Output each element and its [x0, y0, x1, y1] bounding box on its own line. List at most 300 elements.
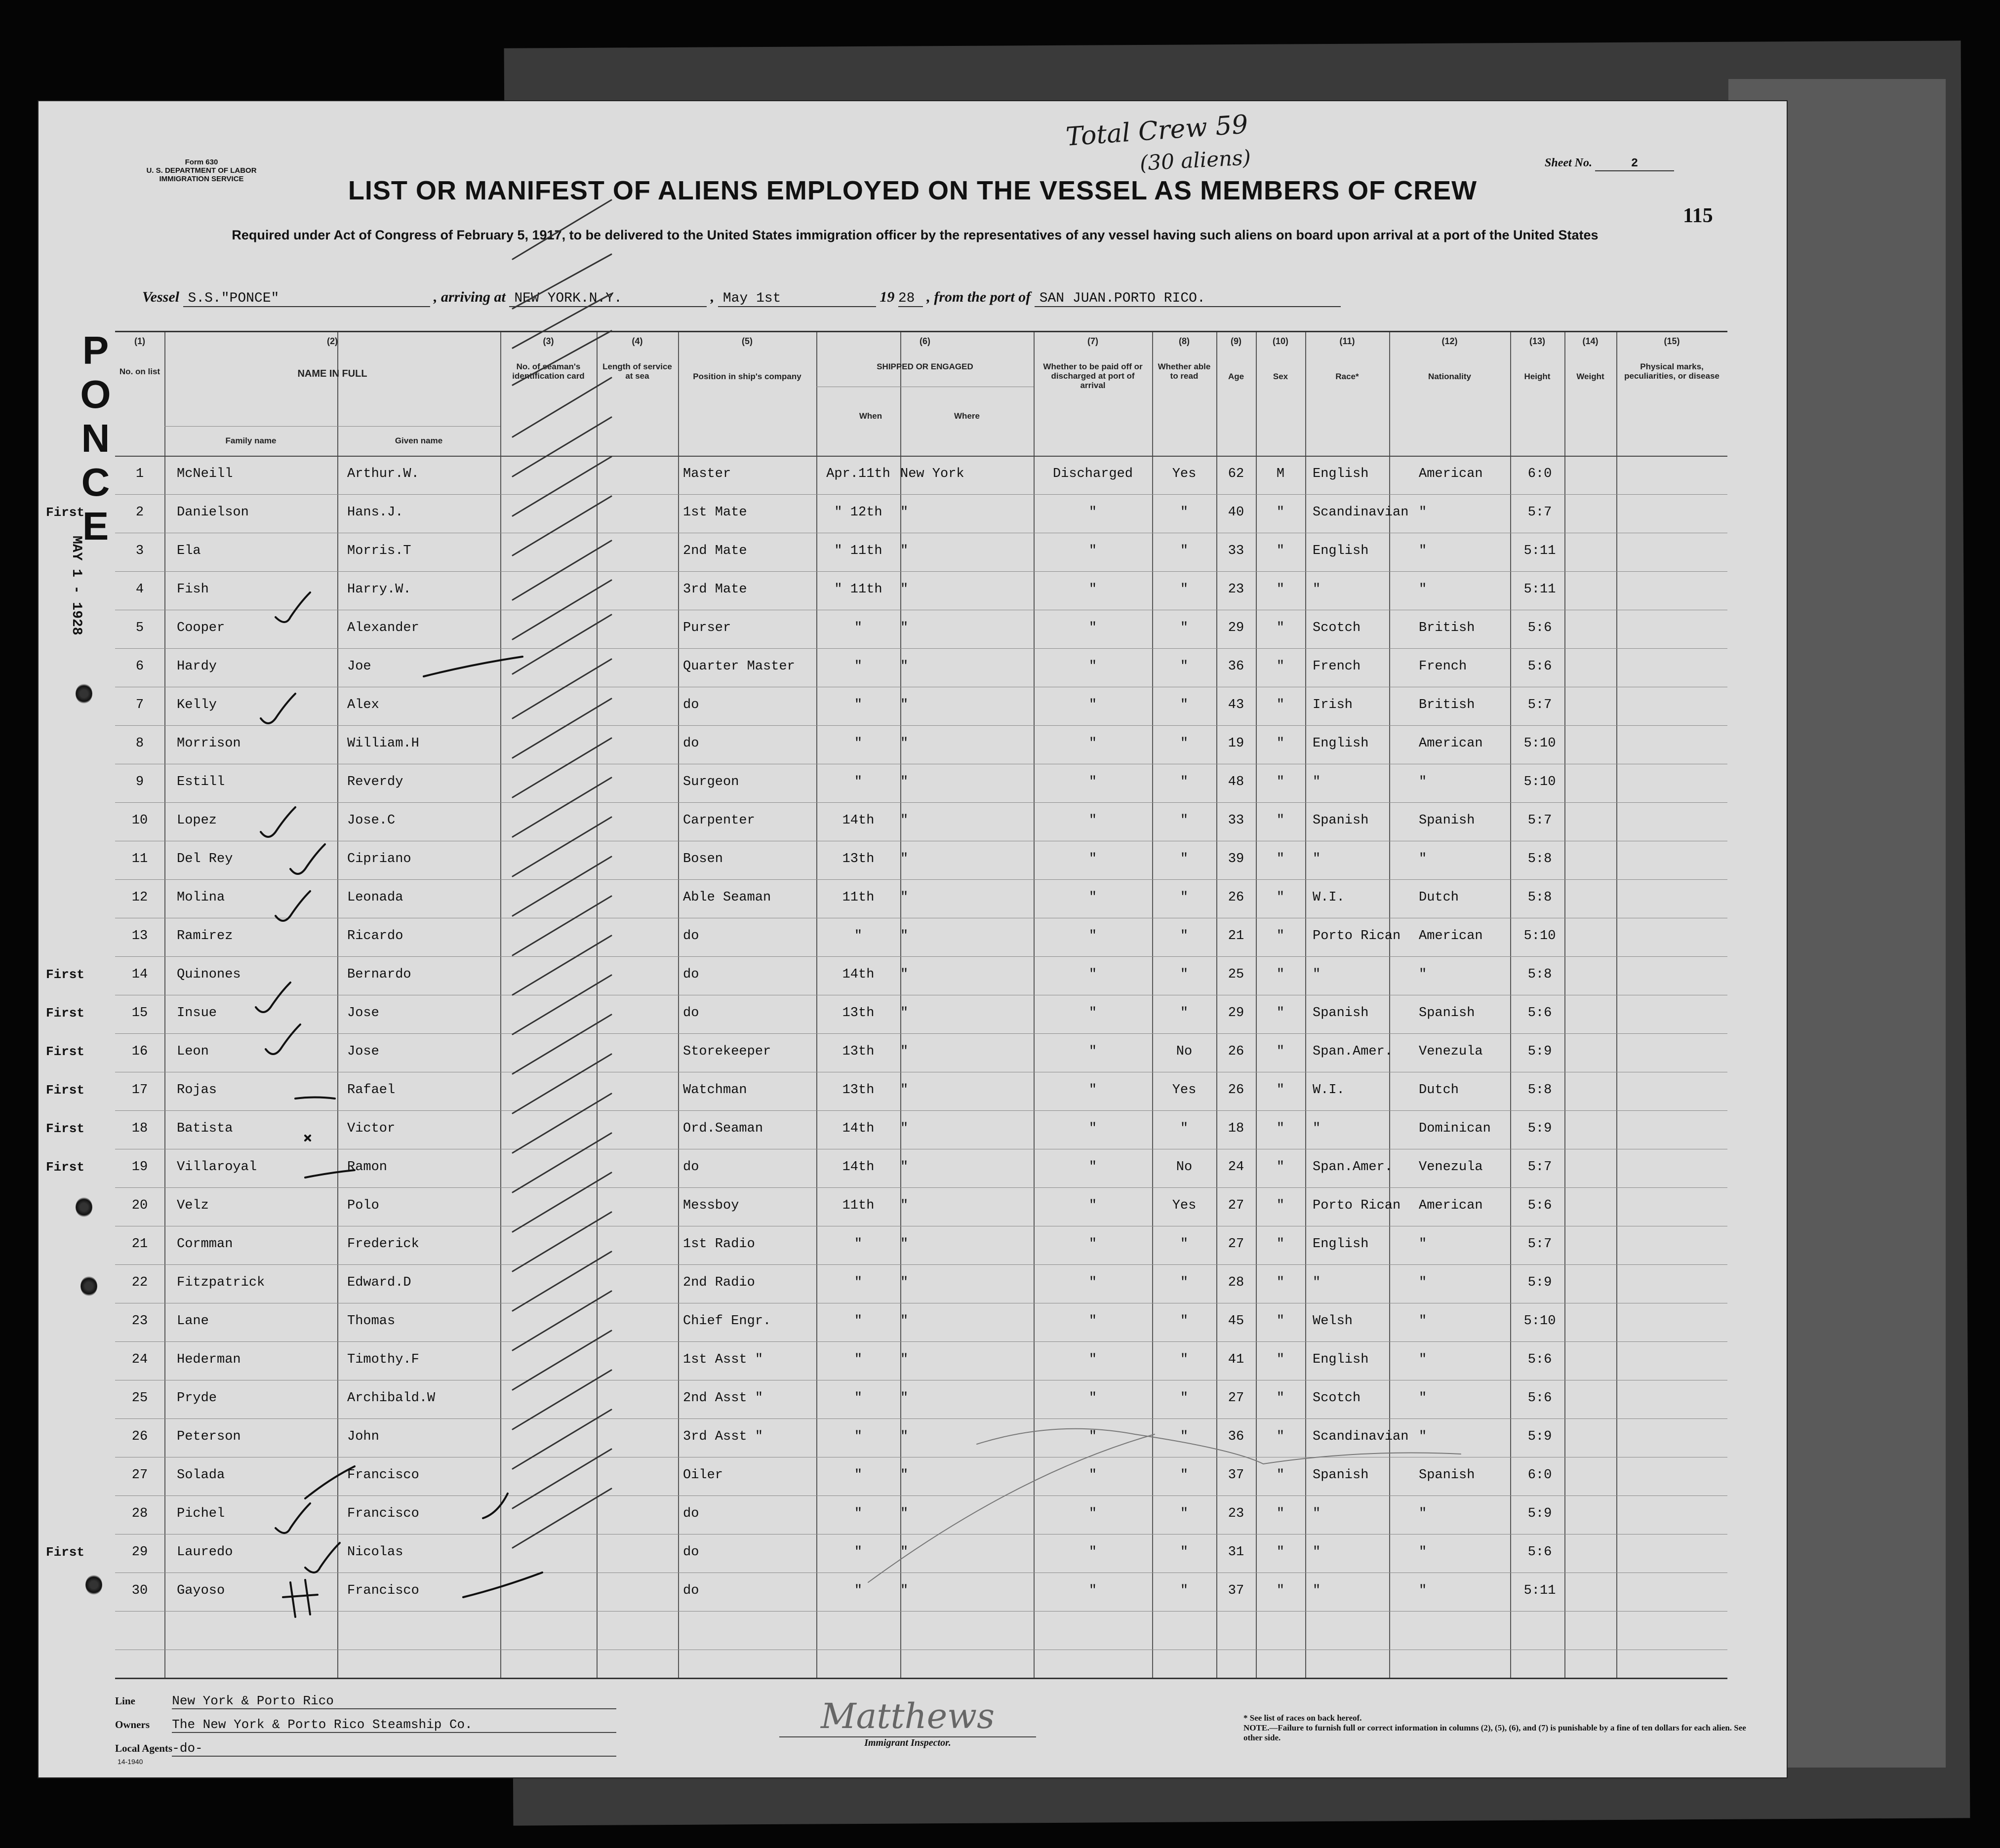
cell-age: 39 — [1228, 852, 1244, 866]
cell-paid-off: " — [1088, 1044, 1097, 1059]
cell-paid-off: " — [1088, 659, 1097, 674]
from-label: , from the port of — [926, 289, 1031, 305]
cell-paid-off: " — [1088, 1121, 1097, 1136]
table-row — [115, 813, 1727, 833]
first-annotation: First — [46, 1545, 85, 1560]
cell-no: 22 — [131, 1275, 148, 1290]
cell-paid-off: " — [1088, 1429, 1097, 1444]
cell-where: " — [900, 890, 909, 905]
form-number: Form 630 — [185, 158, 218, 166]
row-divider — [115, 1418, 1727, 1419]
line-value: New York & Porto Rico — [172, 1693, 616, 1709]
cell-where: " — [900, 621, 909, 635]
cell-paid-off: " — [1088, 544, 1097, 558]
cell-able-read: " — [1180, 1352, 1189, 1367]
first-annotation: First — [46, 1006, 85, 1021]
arrival-date: May 1st — [718, 291, 876, 307]
cell-sex: " — [1276, 1506, 1285, 1521]
sheet-value: 2 — [1595, 157, 1674, 171]
cell-when: " — [854, 736, 863, 751]
cell-position: 1st Mate — [683, 505, 747, 520]
cell-when: " 11th — [834, 582, 882, 597]
cell-sex: " — [1276, 813, 1285, 828]
cell-family-name: Hederman — [177, 1352, 241, 1367]
cell-family-name: Peterson — [177, 1429, 241, 1444]
cell-when: " 12th — [834, 505, 882, 520]
cell-age: 23 — [1228, 1506, 1244, 1521]
header-name-in-full: NAME IN FULL — [297, 368, 367, 379]
cell-height: 5:10 — [1523, 775, 1556, 789]
cell-no: 3 — [135, 544, 144, 558]
cell-where: " — [900, 1275, 909, 1290]
cell-paid-off: " — [1088, 1583, 1097, 1598]
row-divider — [115, 1110, 1727, 1111]
cell-where: " — [900, 1006, 909, 1021]
cell-age: 33 — [1228, 813, 1244, 828]
form-code: 14-1940 — [118, 1758, 143, 1766]
cell-family-name: Morrison — [177, 736, 241, 751]
cell-age: 19 — [1228, 736, 1244, 751]
header-weight: Weight — [1576, 372, 1604, 381]
cell-sex: M — [1276, 467, 1285, 481]
cell-when: " — [854, 1275, 863, 1290]
cell-where: " — [900, 1429, 909, 1444]
cell-height: 5:8 — [1527, 967, 1552, 982]
cell-given-name: Ramon — [347, 1160, 388, 1175]
header-able-read: Whether able to read — [1158, 362, 1211, 381]
cell-age: 26 — [1228, 1044, 1244, 1059]
cell-race: Scotch — [1313, 1391, 1361, 1406]
header-age: Age — [1228, 372, 1244, 381]
cell-race: Span.Amer. — [1313, 1044, 1393, 1059]
cell-position: Able Seaman — [683, 890, 771, 905]
cell-sex: " — [1276, 929, 1285, 944]
cell-sex: " — [1276, 890, 1285, 905]
cell-paid-off: " — [1088, 1275, 1097, 1290]
cell-when: " — [854, 1352, 863, 1367]
cell-where: " — [900, 1545, 909, 1560]
cell-no: 2 — [135, 505, 144, 520]
cell-position: do — [683, 1506, 699, 1521]
cell-where: " — [900, 1391, 909, 1406]
cell-family-name: Molina — [177, 890, 225, 905]
cell-nationality: French — [1419, 659, 1467, 674]
header-race: Race* — [1335, 372, 1359, 381]
cell-where: " — [900, 659, 909, 674]
cell-age: 43 — [1228, 698, 1244, 712]
punch-hole — [76, 1197, 92, 1217]
cell-sex: " — [1276, 621, 1285, 635]
cell-no: 9 — [135, 775, 144, 789]
cell-when: " 11th — [834, 544, 882, 558]
cell-where: " — [900, 775, 909, 789]
cell-race: English — [1313, 1352, 1369, 1367]
cell-sex: " — [1276, 1006, 1285, 1021]
cell-where: " — [900, 1083, 909, 1098]
cell-sex: " — [1276, 1583, 1285, 1598]
cell-height: 5:9 — [1527, 1044, 1552, 1059]
cell-paid-off: " — [1088, 698, 1097, 712]
cell-able-read: " — [1180, 1237, 1189, 1252]
cell-when: 14th — [842, 967, 875, 982]
cell-age: 31 — [1228, 1545, 1244, 1560]
table-row — [115, 544, 1727, 563]
cell-no: 7 — [135, 698, 144, 712]
cell-where: " — [900, 1121, 909, 1136]
cell-position: do — [683, 1545, 699, 1560]
cell-given-name: Hans.J. — [347, 505, 403, 520]
table-row — [115, 1275, 1727, 1295]
cell-nationality: " — [1419, 1429, 1427, 1444]
cell-sex: " — [1276, 1121, 1285, 1136]
cell-sex: " — [1276, 1391, 1285, 1406]
vessel-line: Vessel S.S."PONCE" , arriving at NEW YORK.N.Y. , May 1st 19 28 , from the port of SAN JUAN.PORTO RICO. — [142, 289, 1683, 314]
cell-sex: " — [1276, 1352, 1285, 1367]
cell-when: 13th — [842, 1083, 875, 1098]
cell-given-name: Frederick — [347, 1237, 419, 1252]
header-height: Height — [1524, 372, 1551, 381]
cell-nationality: American — [1419, 1198, 1483, 1213]
cell-height: 5:11 — [1523, 1583, 1556, 1598]
agents-row — [115, 1741, 616, 1757]
cell-position: 2nd Mate — [683, 544, 747, 558]
cell-position: Surgeon — [683, 775, 739, 789]
cell-position: 1st Asst " — [683, 1352, 763, 1367]
document-subtitle: Required under Act of Congress of February 5, 1917, to be delivered to the United States immigration officer by the representatives of any vessel having such aliens on board upon arrival at a port of the United States — [232, 228, 1599, 242]
cell-position: do — [683, 929, 699, 944]
cell-nationality: " — [1419, 544, 1427, 558]
cell-position: do — [683, 967, 699, 982]
cell-able-read: " — [1180, 813, 1189, 828]
cell-age: 27 — [1228, 1391, 1244, 1406]
cell-position: do — [683, 1583, 699, 1598]
cell-height: 6:0 — [1527, 467, 1552, 481]
cell-race: Spanish — [1313, 813, 1369, 828]
cell-age: 37 — [1228, 1468, 1244, 1483]
cell-position: Master — [683, 467, 731, 481]
cell-family-name: Pryde — [177, 1391, 217, 1406]
cell-height: 5:7 — [1527, 1160, 1552, 1175]
cell-sex: " — [1276, 1044, 1285, 1059]
cell-family-name: Batista — [177, 1121, 233, 1136]
cell-sex: " — [1276, 659, 1285, 674]
cell-nationality: " — [1419, 582, 1427, 597]
cell-sex: " — [1276, 775, 1285, 789]
cell-height: 5:7 — [1527, 813, 1552, 828]
cell-sex: " — [1276, 1083, 1285, 1098]
cell-when: " — [854, 1314, 863, 1329]
cell-when: 13th — [842, 1006, 875, 1021]
table-row — [115, 698, 1727, 717]
cell-position: Chief Engr. — [683, 1314, 771, 1329]
cell-family-name: Velz — [177, 1198, 209, 1213]
cell-no: 23 — [131, 1314, 148, 1329]
cell-sex: " — [1276, 1160, 1285, 1175]
cell-no: 29 — [131, 1545, 148, 1560]
cell-when: " — [854, 1468, 863, 1483]
column-number: (3) — [543, 336, 554, 346]
cell-given-name: Ricardo — [347, 929, 403, 944]
cell-nationality: " — [1419, 1314, 1427, 1329]
first-annotation: First — [46, 1044, 85, 1059]
cell-family-name: Lane — [177, 1314, 209, 1329]
cell-given-name: William.H — [347, 736, 419, 751]
cell-position: 2nd Asst " — [683, 1391, 763, 1406]
cell-given-name: Francisco — [347, 1468, 419, 1483]
cell-race: " — [1313, 582, 1321, 597]
cell-nationality: American — [1419, 929, 1483, 944]
column-number: (10) — [1272, 336, 1288, 346]
cell-where: " — [900, 813, 909, 828]
cell-height: 5:10 — [1523, 736, 1556, 751]
cell-able-read: " — [1180, 1314, 1189, 1329]
cell-race: Porto Rican — [1313, 929, 1401, 944]
cell-where: New York — [900, 467, 964, 481]
row-divider — [115, 1495, 1727, 1496]
cell-paid-off: " — [1088, 1006, 1097, 1021]
cell-nationality: " — [1419, 1545, 1427, 1560]
cell-race: Span.Amer. — [1313, 1160, 1393, 1175]
cell-able-read: " — [1180, 967, 1189, 982]
table-row — [115, 467, 1727, 486]
cell-able-read: " — [1180, 1121, 1189, 1136]
cell-position: do — [683, 698, 699, 712]
cell-paid-off: Discharged — [1052, 467, 1133, 481]
page-number: 115 — [1683, 204, 1713, 227]
cell-race: Scandinavian — [1313, 505, 1409, 520]
row-divider — [115, 1264, 1727, 1265]
row-divider — [115, 494, 1727, 495]
cell-nationality: " — [1419, 1391, 1427, 1406]
table-row — [115, 1583, 1727, 1603]
cell-where: " — [900, 1160, 909, 1175]
column-number: (13) — [1529, 336, 1545, 346]
cell-given-name: Thomas — [347, 1314, 396, 1329]
first-annotation: First — [46, 967, 85, 982]
cell-sex: " — [1276, 1545, 1285, 1560]
cell-when: 11th — [842, 1198, 875, 1213]
table-row — [46, 1121, 1727, 1141]
cell-family-name: Cooper — [177, 621, 225, 635]
cell-nationality: Venezula — [1419, 1160, 1483, 1175]
cell-height: 5:9 — [1527, 1429, 1552, 1444]
column-number: (11) — [1339, 336, 1355, 346]
cell-paid-off: " — [1088, 813, 1097, 828]
cell-nationality: Dutch — [1419, 890, 1459, 905]
table-row — [46, 967, 1727, 987]
cell-family-name: Ela — [177, 544, 201, 558]
cell-where: " — [900, 1314, 909, 1329]
cell-given-name: John — [347, 1429, 379, 1444]
table-row — [46, 1545, 1727, 1565]
year-prefix: 19 — [880, 289, 895, 305]
cell-race: English — [1313, 544, 1369, 558]
cell-nationality: " — [1419, 505, 1427, 520]
cell-no: 10 — [131, 813, 148, 828]
cell-age: 41 — [1228, 1352, 1244, 1367]
cell-no: 17 — [131, 1083, 148, 1098]
table-row — [115, 1314, 1727, 1334]
cell-height: 5:8 — [1527, 890, 1552, 905]
cell-height: 5:6 — [1527, 1391, 1552, 1406]
cell-able-read: No — [1176, 1044, 1193, 1059]
cell-sex: " — [1276, 1237, 1285, 1252]
cell-able-read: Yes — [1172, 467, 1197, 481]
cell-race: " — [1313, 775, 1321, 789]
row-divider — [115, 571, 1727, 572]
cell-no: 8 — [135, 736, 144, 751]
cell-no: 30 — [131, 1583, 148, 1598]
cell-given-name: Joe — [347, 659, 371, 674]
cell-position: Ord.Seaman — [683, 1121, 763, 1136]
cell-race: Spanish — [1313, 1468, 1369, 1483]
vessel-name: S.S."PONCE" — [183, 291, 430, 307]
header-nationality: Nationality — [1428, 372, 1471, 381]
cell-able-read: " — [1180, 544, 1189, 558]
cell-when: 13th — [842, 852, 875, 866]
cell-age: 45 — [1228, 1314, 1244, 1329]
cell-nationality: Venezula — [1419, 1044, 1483, 1059]
cell-given-name: Jose — [347, 1044, 379, 1059]
cell-able-read: " — [1180, 852, 1189, 866]
punch-hole — [76, 684, 92, 704]
cell-family-name: Kelly — [177, 698, 217, 712]
cell-height: 5:8 — [1527, 852, 1552, 866]
cell-paid-off: " — [1088, 582, 1097, 597]
cell-able-read: " — [1180, 659, 1189, 674]
cell-height: 5:8 — [1527, 1083, 1552, 1098]
header-shipped-engaged: SHIPPED OR ENGAGED — [877, 362, 973, 371]
cell-height: 5:6 — [1527, 1198, 1552, 1213]
row-divider — [115, 456, 1727, 457]
cell-race: " — [1313, 1121, 1321, 1136]
ponce-stamp-text: PONCE — [74, 328, 118, 548]
owners-value: The New York & Porto Rico Steamship Co. — [172, 1717, 616, 1733]
table-row — [115, 1198, 1727, 1218]
cell-able-read: No — [1176, 1160, 1193, 1175]
cell-height: 5:6 — [1527, 1545, 1552, 1560]
cell-nationality: " — [1419, 1275, 1427, 1290]
cell-where: " — [900, 505, 909, 520]
table-row — [115, 775, 1727, 794]
table-row — [46, 1083, 1727, 1102]
row-divider — [115, 648, 1727, 649]
cell-able-read: " — [1180, 1583, 1189, 1598]
cell-family-name: Quinones — [177, 967, 241, 982]
cell-no: 16 — [131, 1044, 148, 1059]
cell-able-read: " — [1180, 775, 1189, 789]
cell-family-name: Solada — [177, 1468, 225, 1483]
first-annotation: First — [46, 505, 85, 520]
cell-where: " — [900, 1506, 909, 1521]
cell-no: 14 — [131, 967, 148, 982]
first-annotation: First — [46, 1160, 85, 1175]
cell-nationality: " — [1419, 1237, 1427, 1252]
cell-paid-off: " — [1088, 1314, 1097, 1329]
cell-age: 36 — [1228, 1429, 1244, 1444]
cell-given-name: Alexander — [347, 621, 419, 635]
table-row — [115, 621, 1727, 640]
cell-nationality: British — [1419, 698, 1475, 712]
cell-age: 37 — [1228, 1583, 1244, 1598]
cell-age: 36 — [1228, 659, 1244, 674]
cell-age: 18 — [1228, 1121, 1244, 1136]
cell-where: " — [900, 582, 909, 597]
header-length-service: Length of service at sea — [602, 362, 672, 381]
column-number: (7) — [1087, 336, 1098, 346]
cell-paid-off: " — [1088, 1198, 1097, 1213]
cell-family-name: Danielson — [177, 505, 249, 520]
punch-hole — [85, 1575, 102, 1595]
cell-position: Carpenter — [683, 813, 755, 828]
cell-family-name: Estill — [177, 775, 225, 789]
cell-when: " — [854, 1237, 863, 1252]
cell-able-read: " — [1180, 582, 1189, 597]
cell-no: 11 — [131, 852, 148, 866]
department-name: U. S. DEPARTMENT OF LABOR — [146, 166, 257, 175]
cell-when: " — [854, 1429, 863, 1444]
header-sex: Sex — [1273, 372, 1288, 381]
cell-age: 27 — [1228, 1237, 1244, 1252]
cell-age: 21 — [1228, 929, 1244, 944]
table-row — [46, 505, 1727, 525]
cell-family-name: Hardy — [177, 659, 217, 674]
cell-when: 11th — [842, 890, 875, 905]
header-physical: Physical marks, peculiarities, or disease — [1624, 362, 1720, 381]
column-number: (12) — [1441, 336, 1458, 346]
line-row — [115, 1693, 616, 1709]
arriving-port: NEW YORK.N.Y. — [509, 291, 707, 307]
row-divider — [115, 879, 1727, 880]
cell-no: 18 — [131, 1121, 148, 1136]
cell-where: " — [900, 698, 909, 712]
cell-when: " — [854, 1583, 863, 1598]
inspector-signature: Matthews — [820, 1696, 995, 1736]
cell-family-name: Del Rey — [177, 852, 233, 866]
table-row — [115, 736, 1727, 756]
column-number: (5) — [742, 336, 753, 346]
row-divider — [115, 1611, 1727, 1612]
cell-when: 13th — [842, 1044, 875, 1059]
cell-no: 1 — [135, 467, 144, 481]
column-number: (9) — [1231, 336, 1241, 346]
cell-able-read: " — [1180, 1275, 1189, 1290]
cell-when: " — [854, 621, 863, 635]
cell-position: Purser — [683, 621, 731, 635]
cell-position: 3rd Asst " — [683, 1429, 763, 1444]
table-row — [46, 1160, 1727, 1180]
punch-hole — [80, 1276, 97, 1296]
cell-family-name: Rojas — [177, 1083, 217, 1098]
cell-no: 19 — [131, 1160, 148, 1175]
cell-height: 5:10 — [1523, 1314, 1556, 1329]
cell-when: " — [854, 1545, 863, 1560]
sheet-number — [1545, 157, 1674, 171]
cell-where: " — [900, 1352, 909, 1367]
cell-able-read: " — [1180, 1506, 1189, 1521]
cell-age: 28 — [1228, 1275, 1244, 1290]
cell-when: " — [854, 698, 863, 712]
table-row — [46, 1006, 1727, 1025]
cell-where: " — [900, 736, 909, 751]
cell-family-name: Gayoso — [177, 1583, 225, 1598]
cell-where: " — [900, 1198, 909, 1213]
cell-given-name: Bernardo — [347, 967, 411, 982]
cell-family-name: Lopez — [177, 813, 217, 828]
cell-able-read: " — [1180, 1391, 1189, 1406]
column-number: (8) — [1179, 336, 1190, 346]
arriving-label: , arriving at — [434, 289, 506, 305]
